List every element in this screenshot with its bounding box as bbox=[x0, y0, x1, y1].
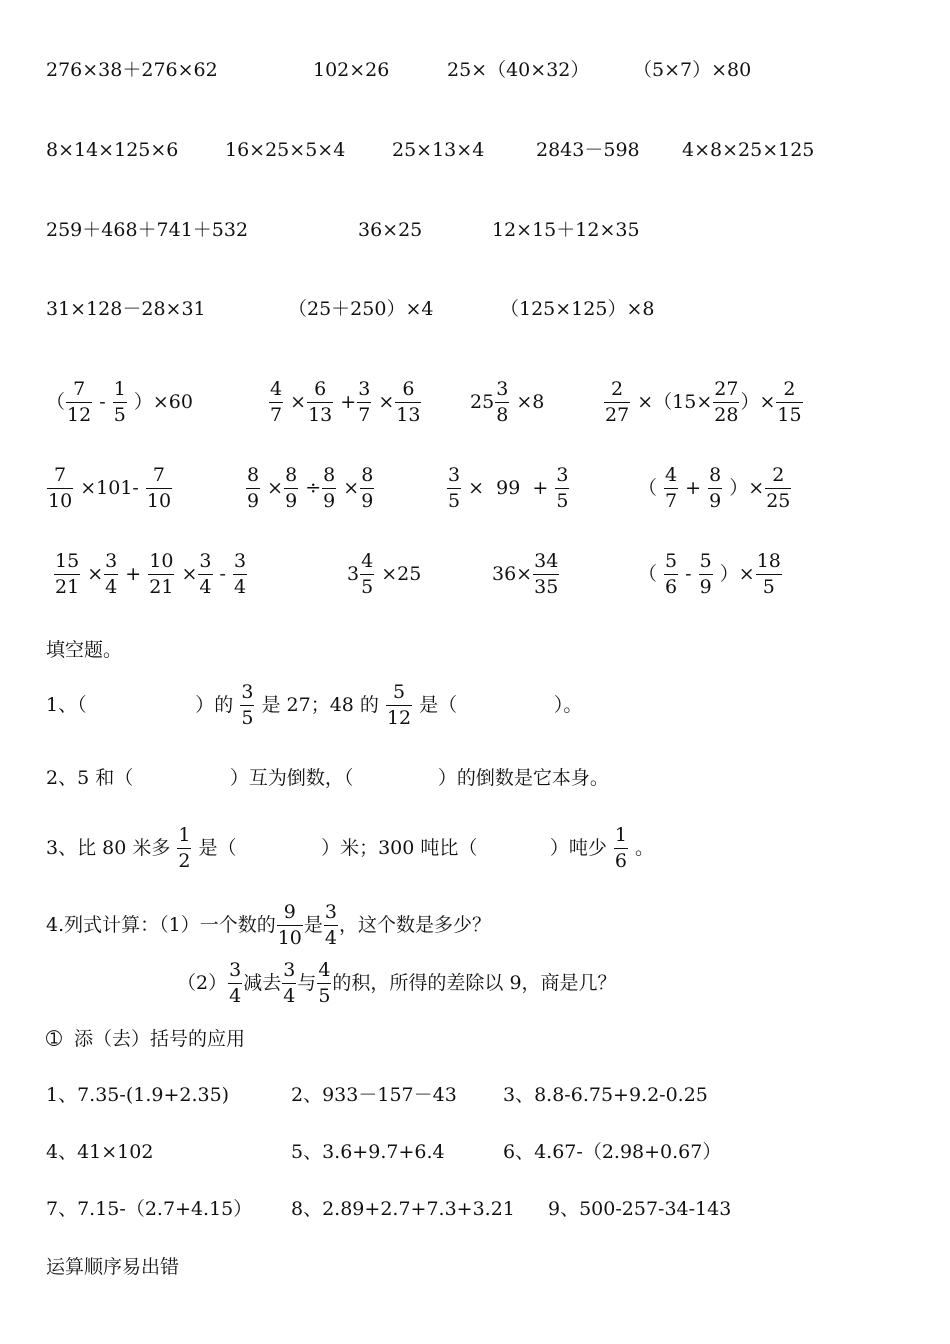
fraction: 5 9 bbox=[699, 550, 712, 598]
fraction: 3 4 bbox=[283, 959, 296, 1007]
fraction: $\frac{8}{9}$ bbox=[709, 464, 722, 512]
question-3: 3、比 80 米多 1 2 是（ ）米；300 吨比（ ）吨少 1 6 。 bbox=[46, 824, 655, 872]
exercise: 4、41×102 bbox=[46, 1141, 154, 1163]
fraction: 7 12 bbox=[67, 378, 92, 426]
fraction: $\frac{3}{4}$ bbox=[199, 550, 212, 598]
exercise: （25＋250）×4 bbox=[288, 298, 434, 320]
fraction: 3 4 bbox=[324, 901, 338, 949]
exercise: 102×26 bbox=[313, 59, 390, 81]
fraction-exercise: 3 $\frac{4}{5}$ ×25 bbox=[347, 550, 422, 598]
fraction: $\frac{2}{25}$ bbox=[766, 464, 791, 512]
question-4-part-2: （2） 3 4 减去 3 4 与 4 5 的积，所得的差除以 9，商是几？ bbox=[177, 959, 617, 1007]
fraction-exercise: （ 7 12 - 1 5 ）×60 bbox=[46, 378, 193, 426]
exercise: 25×13×4 bbox=[392, 139, 485, 161]
fraction: 4 7 bbox=[665, 464, 678, 512]
question-4: 4.列式计算：（1）一个数的 9 10 是 3 4 ，这个数是多少？ bbox=[46, 901, 492, 949]
fraction: 9 10 bbox=[277, 901, 302, 949]
exercise: （5×7）×80 bbox=[633, 59, 752, 81]
fraction: $\frac{3}{5}$ bbox=[448, 464, 461, 512]
fraction: $\frac{3}{5}$ bbox=[556, 464, 569, 512]
exercise: 259＋468＋741＋532 bbox=[46, 219, 249, 241]
fraction-exercise: （ 5 6 - 5 9 ）× $\frac{18}{5}$ bbox=[638, 550, 781, 598]
fraction: $\frac{8}{9}$ bbox=[285, 464, 298, 512]
fraction: $\frac{8}{9}$ bbox=[361, 464, 374, 512]
fraction: $\frac{8}{9}$ bbox=[247, 464, 260, 512]
fraction: $\frac{10}{21}$ bbox=[149, 550, 174, 598]
fraction-exercise: $\frac{2}{27}$ ×（15× $\frac{27}{28}$ ）× $\frac{2}{15}$ bbox=[605, 378, 802, 426]
exercise: 25×（40×32） bbox=[447, 59, 590, 81]
exercise: 16×25×5×4 bbox=[225, 139, 346, 161]
fraction-exercise: $\frac{4}{7}$ × $\frac{6}{13}$ + $\frac{3}{7}$ × $\frac{6}{13}$ bbox=[270, 378, 421, 426]
fraction-exercise: $\frac{3}{5}$ × 99 + $\frac{3}{5}$ bbox=[448, 464, 569, 512]
exercise: 8、2.89+2.7+7.3+3.21 bbox=[291, 1198, 515, 1220]
fraction: $\frac{18}{5}$ bbox=[756, 550, 781, 598]
fraction: $\frac{4}{5}$ bbox=[361, 550, 374, 598]
fraction: 1 6 bbox=[614, 824, 627, 872]
exercise: 2843－598 bbox=[536, 139, 640, 161]
fraction-exercise: $\frac{8}{9}$ × $\frac{8}{9}$ ÷ $\frac{8}{9}$ × $\frac{8}{9}$ bbox=[247, 464, 374, 512]
fraction: 3 4 bbox=[234, 550, 247, 598]
question-2: 2、5 和（ ）互为倒数，（ ）的倒数是它本身。 bbox=[46, 767, 609, 789]
exercise: 12×15＋12×35 bbox=[492, 219, 640, 241]
fraction-exercise: （ 4 7 + $\frac{8}{9}$ ）× $\frac{2}{25}$ bbox=[638, 464, 791, 512]
exercise: 9、500-257-34-143 bbox=[548, 1198, 732, 1220]
section-title: ➀ 添（去）括号的应用 bbox=[46, 1028, 245, 1050]
fraction: $\frac{2}{15}$ bbox=[777, 378, 802, 426]
exercise: 3、8.8-6.75+9.2-0.25 bbox=[503, 1084, 708, 1106]
fraction: 1 2 bbox=[178, 824, 191, 872]
exercise: 31×128－28×31 bbox=[46, 298, 206, 320]
question-1: 1、（ ）的 3 5 是 27；48 的 5 12 是（ ）。 bbox=[46, 681, 583, 729]
section-title: 填空题。 bbox=[46, 639, 123, 661]
exercise: 6、4.67-（2.98+0.67） bbox=[503, 1141, 722, 1163]
fraction: $\frac{15}{21}$ bbox=[55, 550, 80, 598]
fraction-exercise: 36× $\frac{34}{35}$ bbox=[492, 550, 559, 598]
fraction: $\frac{3}{7}$ bbox=[358, 378, 371, 426]
fraction: $\frac{3}{8}$ bbox=[496, 378, 509, 426]
fraction: $\frac{4}{7}$ bbox=[270, 378, 283, 426]
exercise: 8×14×125×6 bbox=[46, 139, 179, 161]
fraction: $\frac{34}{35}$ bbox=[534, 550, 559, 598]
fraction: $\frac{27}{28}$ bbox=[714, 378, 739, 426]
fraction: $\frac{8}{9}$ bbox=[323, 464, 336, 512]
fraction: 4 5 bbox=[318, 959, 331, 1007]
fraction-exercise: $\frac{7}{10}$ ×101- 7 10 bbox=[48, 464, 172, 512]
exercise: 276×38＋276×62 bbox=[46, 59, 218, 81]
exercise: 5、3.6+9.7+6.4 bbox=[291, 1141, 445, 1163]
fraction: 5 12 bbox=[386, 681, 412, 729]
fraction: 3 5 bbox=[241, 681, 254, 729]
exercise: 1、7.35-(1.9+2.35) bbox=[46, 1084, 230, 1106]
fraction: $\frac{6}{13}$ bbox=[308, 378, 333, 426]
exercise: 4×8×25×125 bbox=[682, 139, 815, 161]
fraction-exercise: $\frac{15}{21}$ × $\frac{3}{4}$ + $\frac{10}{21}$ × $\frac{3}{4}$ - 3 4 bbox=[55, 550, 247, 598]
fraction: $\frac{2}{27}$ bbox=[605, 378, 630, 426]
section-title: 运算顺序易出错 bbox=[46, 1256, 180, 1278]
fraction: 1 5 bbox=[113, 378, 126, 426]
exercise: 2、933－157－43 bbox=[291, 1084, 457, 1106]
fraction: $\frac{3}{4}$ bbox=[105, 550, 118, 598]
exercise: 7、7.15-（2.7+4.15） bbox=[46, 1198, 253, 1220]
fraction: $\frac{6}{13}$ bbox=[396, 378, 421, 426]
fraction: $\frac{7}{10}$ bbox=[48, 464, 73, 512]
fraction: 3 4 bbox=[229, 959, 242, 1007]
exercise: 36×25 bbox=[358, 219, 423, 241]
fraction-exercise: 25 $\frac{3}{8}$ ×8 bbox=[470, 378, 545, 426]
fraction: 5 6 bbox=[665, 550, 678, 598]
fraction: 7 10 bbox=[146, 464, 172, 512]
exercise: （125×125）×8 bbox=[500, 298, 655, 320]
